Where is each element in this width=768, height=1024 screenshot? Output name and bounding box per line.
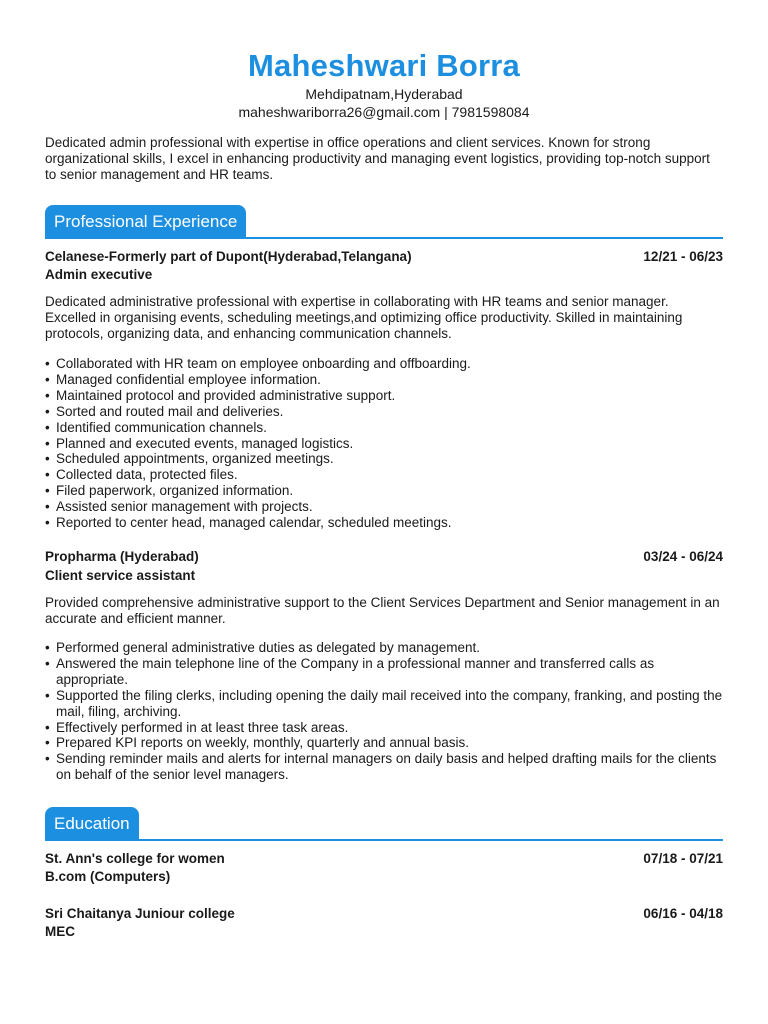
education-school: St. Ann's college for women: [45, 851, 225, 866]
list-item: • Performed general administrative duties as delegated by management.: [45, 640, 480, 655]
education-degree: MEC: [45, 924, 75, 939]
experience-section-header: [45, 205, 723, 239]
job-header: [45, 548, 723, 566]
list-item: • Maintained protocol and provided administrative support.: [45, 387, 396, 403]
education-dates: 06/16 - 04/18: [643, 906, 723, 921]
education-header: [45, 850, 723, 868]
education-school: Sri Chaitanya Juniour college: [45, 906, 235, 921]
education-section-header: [45, 807, 723, 841]
list-item: • Scheduled appointments, organized meetings.: [45, 451, 334, 467]
job-role: Admin executive: [45, 267, 153, 282]
list-item: • Reported to center head, managed calendar, scheduled meetings.: [45, 515, 452, 531]
job-dates: 03/24 - 06/24: [643, 549, 723, 564]
list-item: • Planned and executed events, managed logistics.: [45, 435, 354, 451]
job-description: Provided comprehensive administrative support to the Client Services Department and Senior management in an accurate and efficient manner.: [45, 595, 720, 627]
section-divider: [45, 237, 723, 239]
list-item: • Collaborated with HR team on employee onboarding and offboarding.: [45, 356, 471, 371]
list-item: • Collected data, protected files.: [45, 467, 238, 483]
list-item: • Managed confidential employee information.: [45, 371, 321, 387]
job-company: Celanese-Formerly part of Dupont(Hyderabad,Telangana): [45, 249, 412, 264]
experience-section-title: Professional Experience: [45, 205, 246, 239]
list-item: • Sending reminder mails and alerts for internal managers on daily basis and helped drafting mails for the clients on behalf of the senior level managers.: [45, 751, 717, 783]
job-description: Dedicated administrative professional with expertise in collaborating with HR teams and senior manager. Excelled in organising events, scheduling meetings,and optimizing office productivity. Skilled in maintaining protocols, organizing data, and enhancing communication channels.: [45, 294, 683, 342]
list-item: • Supported the filing clerks, including opening the daily mail received into the company, franking, and posting the mail, filing, archiving.: [45, 687, 723, 719]
list-item: • Effectively performed in at least three task areas.: [45, 719, 349, 735]
job-header: [45, 248, 723, 266]
list-item: • Sorted and routed mail and deliveries.: [45, 403, 284, 419]
education-dates: 07/18 - 07/21: [643, 851, 723, 866]
candidate-name: Maheshwari Borra: [248, 48, 520, 83]
job-company: Propharma (Hyderabad): [45, 549, 199, 564]
contact-info: maheshwariborra26@gmail.com | 7981598084: [238, 104, 530, 120]
education-header: [45, 905, 723, 923]
job-bullets: [45, 356, 723, 531]
job-dates: 12/21 - 06/23: [643, 249, 723, 264]
section-divider: [45, 839, 723, 841]
list-item: • Filed paperwork, organized information.: [45, 483, 294, 499]
list-item: • Answered the main telephone line of the Company in a professional manner and transferred calls as appropriate.: [45, 655, 655, 687]
professional-summary: Dedicated admin professional with expertise in office operations and client services. Known for strong organizational skills, I excel in enhancing productivity and managing event logistics, providing top-notch support to senior management and HR teams.: [45, 135, 710, 182]
education-degree: B.com (Computers): [45, 869, 171, 884]
location: Mehdipatnam,Hyderabad: [305, 86, 463, 102]
list-item: • Identified communication channels.: [45, 419, 267, 435]
list-item: • Prepared KPI reports on weekly, monthly, quarterly and annual basis.: [45, 735, 469, 751]
job-bullets: [45, 640, 723, 783]
education-section-title: Education: [45, 807, 139, 841]
job-role: Client service assistant: [45, 568, 196, 583]
list-item: • Assisted senior management with projects.: [45, 499, 313, 515]
